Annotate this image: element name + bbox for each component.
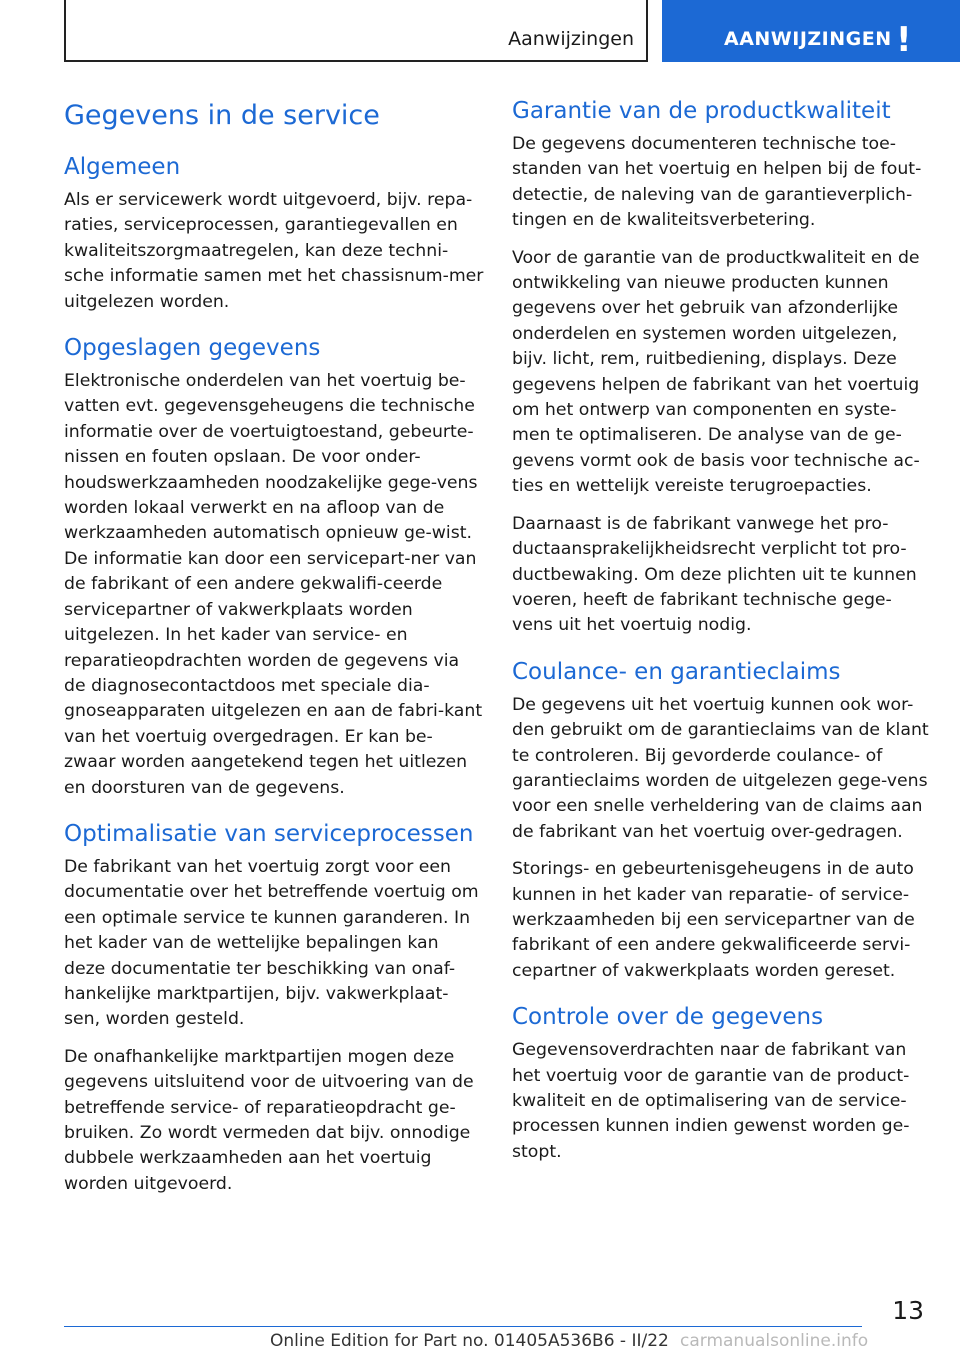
watermark: carmanualsonline.info [680, 1331, 869, 1351]
paragraph: Storings- en gebeurtenisgeheugens in de auto kunnen in het kader van reparatie- of service-werkzaamheden bij een servicepartner van de fabrikant of een andere gekwalificeerde servi-cepartner of vakwerkplaats worden gereset. [512, 859, 915, 981]
footer-divider [64, 1326, 862, 1327]
page-title: Gegevens in de service [64, 100, 380, 131]
right-column [512, 96, 930, 1177]
section-heading-controle: Controle over de gegevens [512, 1004, 824, 1031]
header-chapter-tab [662, 0, 960, 62]
section-heading-garantie: Garantie van de productkwaliteit [512, 98, 891, 124]
paragraph: Voor de garantie van de productkwaliteit en de ontwikkeling van nieuwe producten kunnen gegevens over het gebruik van afzonderlijke onderdelen en systemen worden uitgelezen, bijv. licht, rem, ruitbediening, displays. Deze gegevens helpen de fabrikant van het voertuig om het ontwerp van componenten en syste-men te optimaliseren. De analyse van de ge-gevens vormt ook de basis voor technische ac-ties en wettelijk vereiste terugroepacties. [512, 247, 920, 497]
paragraph: De gegevens documenteren technische toe-standen van het voertuig en helpen bij de fout-detectie, de naleving van de garantieverplich-tingen en de kwaliteitsverbetering. [512, 134, 922, 231]
paragraph: De onafhankelijke marktpartijen mogen deze gegevens uitsluitend voor de uitvoering van de betreffende service- of reparatieopdracht ge-bruiken. Zo wordt vermeden dat bijv. onnodige dubbele werkzaamheden aan het voertuig worden uitgevoerd. [64, 1046, 474, 1194]
paragraph: De fabrikant van het voertuig zorgt voor een documentatie over het betreffende voertuig om een optimale service te kunnen garanderen. In het kader van de wettelijke bepalingen kan deze documentatie ter beschikking van onaf-hankelijke marktpartijen, bijv. vakwerkplaat-sen, worden gesteld. [64, 856, 479, 1030]
section-heading-coulance: Coulance- en garantieclaims [512, 658, 841, 685]
left-column [64, 96, 484, 1209]
section-heading-opgeslagen-gegevens: Opgeslagen gegevens [64, 335, 321, 362]
header-chapter-label: AANWIJZINGEN [724, 28, 892, 50]
paragraph: De gegevens uit het voertuig kunnen ook wor-den gebruikt om de garantieclaims van de klant te controleren. Bij gevorderde coulance- of garantieclaims worden de uitgelezen gege-vens voor een snelle verheldering van de claims aan de fabrikant van het voertuig over-gedragen. [512, 694, 929, 842]
page-number: 13 [892, 1296, 924, 1325]
section-heading-optimalisatie: Optimalisatie van serviceprocessen [64, 820, 474, 847]
exclamation-icon: ! [896, 20, 912, 60]
paragraph: Gegevensoverdrachten naar de fabrikant van het voertuig voor de garantie van de product-kwaliteit en de optimalisering van de service-processen kunnen indien gewenst worden ge-stopt. [512, 1040, 910, 1162]
footer-edition-text: Online Edition for Part no. 01405A536B6 - II/22 [270, 1331, 669, 1351]
paragraph: Elektronische onderdelen van het voertuig be-vatten evt. gegevensgeheugens die technische informatie over de voertuigtoestand, gebeurte-nissen en fouten opslaan. De voor onder-houdswerkzaamheden noodzakelijke gege-vens worden lokaal verwerkt en na afloop van de werkzaamheden automatisch opnieuw ge-wist. De informatie kan door een servicepart-ner van de fabrikant of een andere gekwalifi-ceerde servicepartner of vakwerkplaats worden uitgelezen. In het kader van service- en reparatieopdrachten worden de gegevens via de diagnosecontactdoos met speciale dia-gnoseapparaten uitgelezen en aan de fabri-kant van het voertuig overgedragen. Er kan be-zwaar worden aangetekend tegen het uitlezen en doorsturen van de gegevens. [64, 371, 483, 798]
header-section-box [64, 0, 648, 62]
header-section-label: Aanwijzingen [508, 28, 634, 50]
paragraph: Als er servicewerk wordt uitgevoerd, bijv. repa-raties, serviceprocessen, garantiegevallen en kwaliteitszorgmaatregelen, kan deze techni-sche informatie samen met het chassisnum-mer uitgelezen worden. [64, 190, 484, 312]
section-heading-algemeen: Algemeen [64, 154, 181, 180]
paragraph: Daarnaast is de fabrikant vanwege het pro-ductaansprakelijkheidsrecht verplicht tot pro-ductbewaking. Om deze plichten uit te kunnen voeren, heeft de fabrikant technische gege-vens uit het voertuig nodig. [512, 513, 917, 636]
